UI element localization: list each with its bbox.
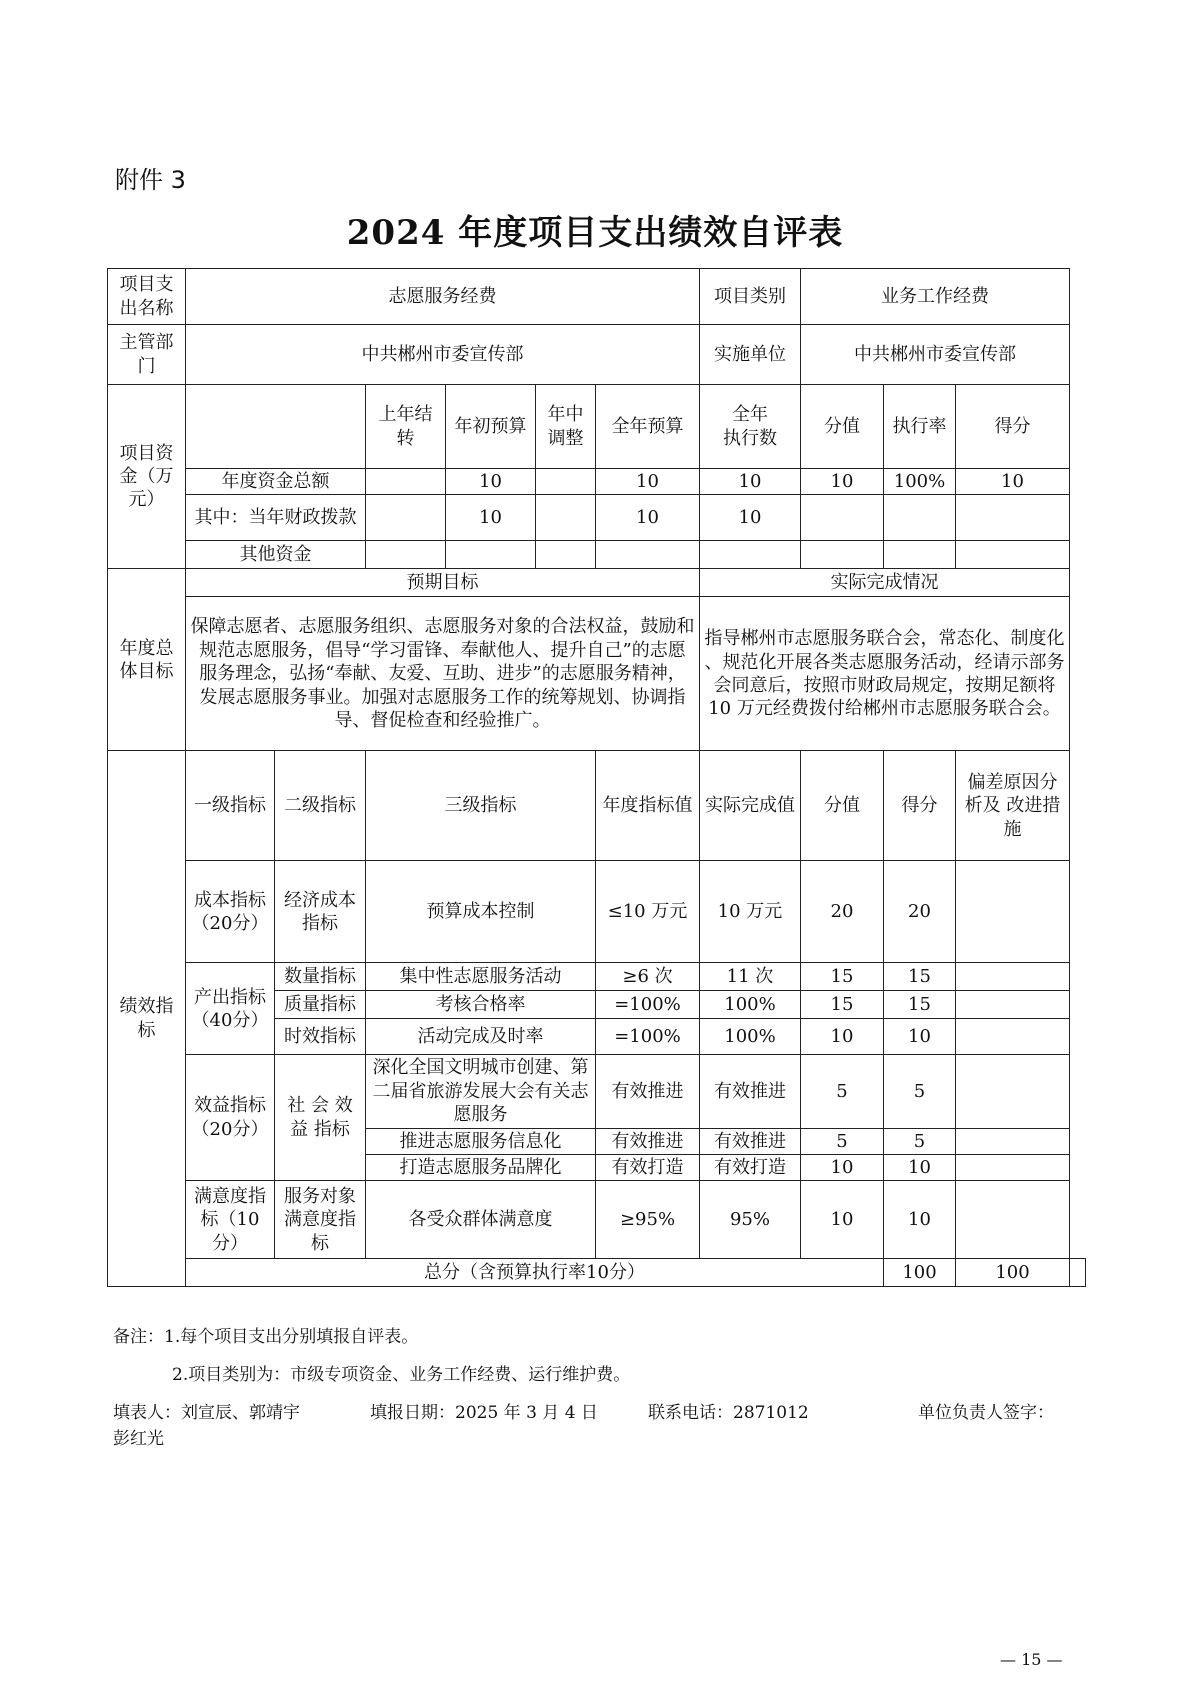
goals-content-row <box>108 597 1086 751</box>
satisfaction-target: ≥95% <box>596 1181 700 1259</box>
benefit-level3: 深化全国文明城市创建、第 二届省旅游发展大会有关志愿服务 <box>366 1055 596 1128</box>
funds-cell <box>446 541 536 569</box>
carryover-header: 上年结转 <box>366 385 446 469</box>
expected-goal-text: 保障志愿者、志愿服务组织、志愿服务对象的合法权益，鼓励和 规范志愿服务，倡导“学习雷锋、奉献他人、提升自己”的志愿 服务理念，弘扬“奉献、友爱、互助、进步”的志愿服务精神， 发展志愿服务事业。加强对志愿服务工作的统筹规划、协调指导、督促检查和经验推广。 <box>186 597 700 751</box>
output-indicator-row <box>108 963 1086 991</box>
impl-unit-label: 实施单位 <box>700 325 801 385</box>
actual-header: 实际完成值 <box>700 751 801 861</box>
benefit-level2: 社 会 效 益 指标 <box>275 1055 366 1181</box>
goals-header-row <box>108 569 1086 597</box>
project-name-row <box>108 269 1086 325</box>
output-deviation <box>956 991 1070 1019</box>
output-actual: 100% <box>700 1019 801 1055</box>
dept-label: 主管部门 <box>108 325 186 385</box>
total-row <box>108 1259 1086 1287</box>
page-title: 2024 年度项目支出绩效自评表 <box>346 213 844 253</box>
note-1: 备注：1.每个项目支出分别填报自评表。 <box>113 1327 419 1347</box>
output-level2: 时效指标 <box>275 1019 366 1055</box>
funds-row-name: 年度资金总额 <box>186 469 366 495</box>
exec-header-top: 全年 <box>732 404 768 426</box>
output-target: =100% <box>596 1019 700 1055</box>
output-level2: 质量指标 <box>275 991 366 1019</box>
output-value: 10 <box>801 1019 884 1055</box>
benefit-value: 10 <box>801 1154 884 1180</box>
output-deviation <box>956 1019 1070 1055</box>
cost-level2: 经济成本指标 <box>275 861 366 963</box>
page-number: — 15 — <box>1000 1650 1063 1669</box>
cost-deviation <box>956 861 1070 963</box>
funds-cell <box>536 541 596 569</box>
benefit-indicator-row <box>108 1055 1086 1128</box>
department-row <box>108 325 1086 385</box>
benefit-actual: 有效推进 <box>700 1128 801 1154</box>
total-value: 100 <box>884 1259 956 1287</box>
funds-cell <box>956 541 1070 569</box>
output-value: 15 <box>801 991 884 1019</box>
funds-cell <box>801 541 884 569</box>
benefit-deviation <box>956 1055 1070 1128</box>
funds-header-row <box>108 385 1086 469</box>
funds-cell <box>366 541 446 569</box>
output-score: 15 <box>884 963 956 991</box>
level3-header: 三级指标 <box>366 751 596 861</box>
level2-header: 二级指标 <box>275 751 366 861</box>
benefit-actual: 有效推进 <box>700 1055 801 1128</box>
funds-cell <box>536 495 596 541</box>
satisfaction-level2: 服务对象满意度指标 <box>275 1181 366 1259</box>
funds-cell: 10 <box>446 495 536 541</box>
output-actual: 11 次 <box>700 963 801 991</box>
value-header: 分值 <box>801 751 884 861</box>
satisfaction-value: 10 <box>801 1181 884 1259</box>
benefit-deviation <box>956 1128 1070 1154</box>
satisfaction-level1: 满意度指标（10分） <box>186 1181 275 1259</box>
benefit-score: 5 <box>884 1128 956 1154</box>
note-2: 2.项目类别为：市级专项资金、业务工作经费、运行维护费。 <box>172 1365 631 1385</box>
leader-signature-label: 单位负责人签字： <box>918 1403 1054 1423</box>
output-level3: 活动完成及时率 <box>366 1019 596 1055</box>
benefit-score: 10 <box>884 1154 956 1180</box>
funds-cell: 10 <box>446 469 536 495</box>
exec-header <box>700 385 801 469</box>
satisfaction-score: 10 <box>884 1181 956 1259</box>
benefit-target: 有效推进 <box>596 1055 700 1128</box>
filler-name: 填表人：刘宣辰、郭靖宇 <box>113 1403 300 1423</box>
funds-row <box>108 541 1086 569</box>
output-level3: 集中性志愿服务活动 <box>366 963 596 991</box>
benefit-level3: 打造志愿服务品牌化 <box>366 1154 596 1180</box>
score-value-header: 分值 <box>801 385 884 469</box>
total-score: 100 <box>956 1259 1070 1287</box>
funds-row <box>108 469 1086 495</box>
exec-header-bottom: 执行数 <box>723 427 777 449</box>
dept-value: 中共郴州市委宣传部 <box>186 325 700 385</box>
satisfaction-level3: 各受众群体满意度 <box>366 1181 596 1259</box>
funds-cell <box>884 541 956 569</box>
output-value: 15 <box>801 963 884 991</box>
benefit-actual: 有效打造 <box>700 1154 801 1180</box>
cost-level3: 预算成本控制 <box>366 861 596 963</box>
impl-unit-value: 中共郴州市委宣传部 <box>801 325 1070 385</box>
project-name-value: 志愿服务经费 <box>186 269 700 325</box>
benefit-value: 5 <box>801 1128 884 1154</box>
benefit-deviation <box>956 1154 1070 1180</box>
project-type-label: 项目类别 <box>700 269 801 325</box>
benefit-value: 5 <box>801 1055 884 1128</box>
output-target: =100% <box>596 991 700 1019</box>
funds-row-name: 其他资金 <box>186 541 366 569</box>
output-score: 10 <box>884 1019 956 1055</box>
score-header: 得分 <box>884 751 956 861</box>
funds-cell: 10 <box>596 469 700 495</box>
benefit-target: 有效推进 <box>596 1128 700 1154</box>
cost-value: 20 <box>801 861 884 963</box>
funds-header-blank <box>186 385 366 469</box>
funds-cell: 10 <box>700 495 801 541</box>
funds-label: 项目资金（万元） <box>108 385 186 569</box>
cost-actual: 10 万元 <box>700 861 801 963</box>
cost-indicator-row <box>108 861 1086 963</box>
actual-completion-header: 实际完成情况 <box>700 569 1070 597</box>
funds-row <box>108 495 1086 541</box>
funds-cell <box>366 469 446 495</box>
initial-budget-header: 年初预算 <box>446 385 536 469</box>
benefit-level3: 推进志愿服务信息化 <box>366 1128 596 1154</box>
output-target: ≥6 次 <box>596 963 700 991</box>
goals-label: 年度总体目标 <box>108 569 186 751</box>
performance-header-row <box>108 751 1086 861</box>
benefit-level1: 效益指标（20分） <box>186 1055 275 1181</box>
funds-cell: 100% <box>884 469 956 495</box>
expected-goal-header: 预期目标 <box>186 569 700 597</box>
output-level2: 数量指标 <box>275 963 366 991</box>
output-actual: 100% <box>700 991 801 1019</box>
funds-cell: 10 <box>801 469 884 495</box>
exec-rate-header: 执行率 <box>884 385 956 469</box>
annual-budget-header: 全年预算 <box>596 385 700 469</box>
project-type-value: 业务工作经费 <box>801 269 1070 325</box>
output-deviation <box>956 963 1070 991</box>
performance-label: 绩效指标 <box>108 751 186 1287</box>
contact-phone: 联系电话：2871012 <box>648 1403 809 1423</box>
performance-self-evaluation-table <box>107 268 1086 1287</box>
output-level1: 产出指标（40分） <box>186 963 275 1055</box>
funds-cell <box>596 541 700 569</box>
funds-cell <box>801 495 884 541</box>
funds-cell <box>536 469 596 495</box>
score-header: 得分 <box>956 385 1070 469</box>
funds-cell: 10 <box>596 495 700 541</box>
funds-cell <box>956 495 1070 541</box>
fill-date: 填报日期：2025 年 3 月 4 日 <box>370 1403 598 1423</box>
level1-header: 一级指标 <box>186 751 275 861</box>
benefit-score: 5 <box>884 1055 956 1128</box>
funds-cell <box>366 495 446 541</box>
output-score: 15 <box>884 991 956 1019</box>
funds-cell <box>700 541 801 569</box>
actual-completion-text: 指导郴州市志愿服务联合会，常态化、制度化 、规范化开展各类志愿服务活动，经请示部务 会同意后，按照市财政局规定，按期足额将 10 万元经费拨付给郴州市志愿服务联合会。 <box>700 597 1070 751</box>
target-header: 年度指标值 <box>596 751 700 861</box>
output-level3: 考核合格率 <box>366 991 596 1019</box>
satisfaction-deviation <box>956 1181 1070 1259</box>
leader-signature-name: 彭红光 <box>113 1429 164 1449</box>
attachment-label: 附件 3 <box>115 166 186 194</box>
total-label: 总分（含预算执行率10分） <box>186 1259 884 1287</box>
funds-cell: 10 <box>956 469 1070 495</box>
cost-score: 20 <box>884 861 956 963</box>
cost-level1: 成本指标（20分） <box>186 861 275 963</box>
funds-row-name: 其中：当年财政拨款 <box>186 495 366 541</box>
project-name-label: 项目支出名称 <box>108 269 186 325</box>
adjust-header: 年中调整 <box>536 385 596 469</box>
cost-target: ≤10 万元 <box>596 861 700 963</box>
funds-cell <box>884 495 956 541</box>
benefit-target: 有效打造 <box>596 1154 700 1180</box>
satisfaction-indicator-row <box>108 1181 1086 1259</box>
satisfaction-actual: 95% <box>700 1181 801 1259</box>
deviation-header: 偏差原因分 析及 改进措施 <box>956 751 1070 861</box>
funds-cell: 10 <box>700 469 801 495</box>
total-deviation <box>1070 1259 1086 1287</box>
